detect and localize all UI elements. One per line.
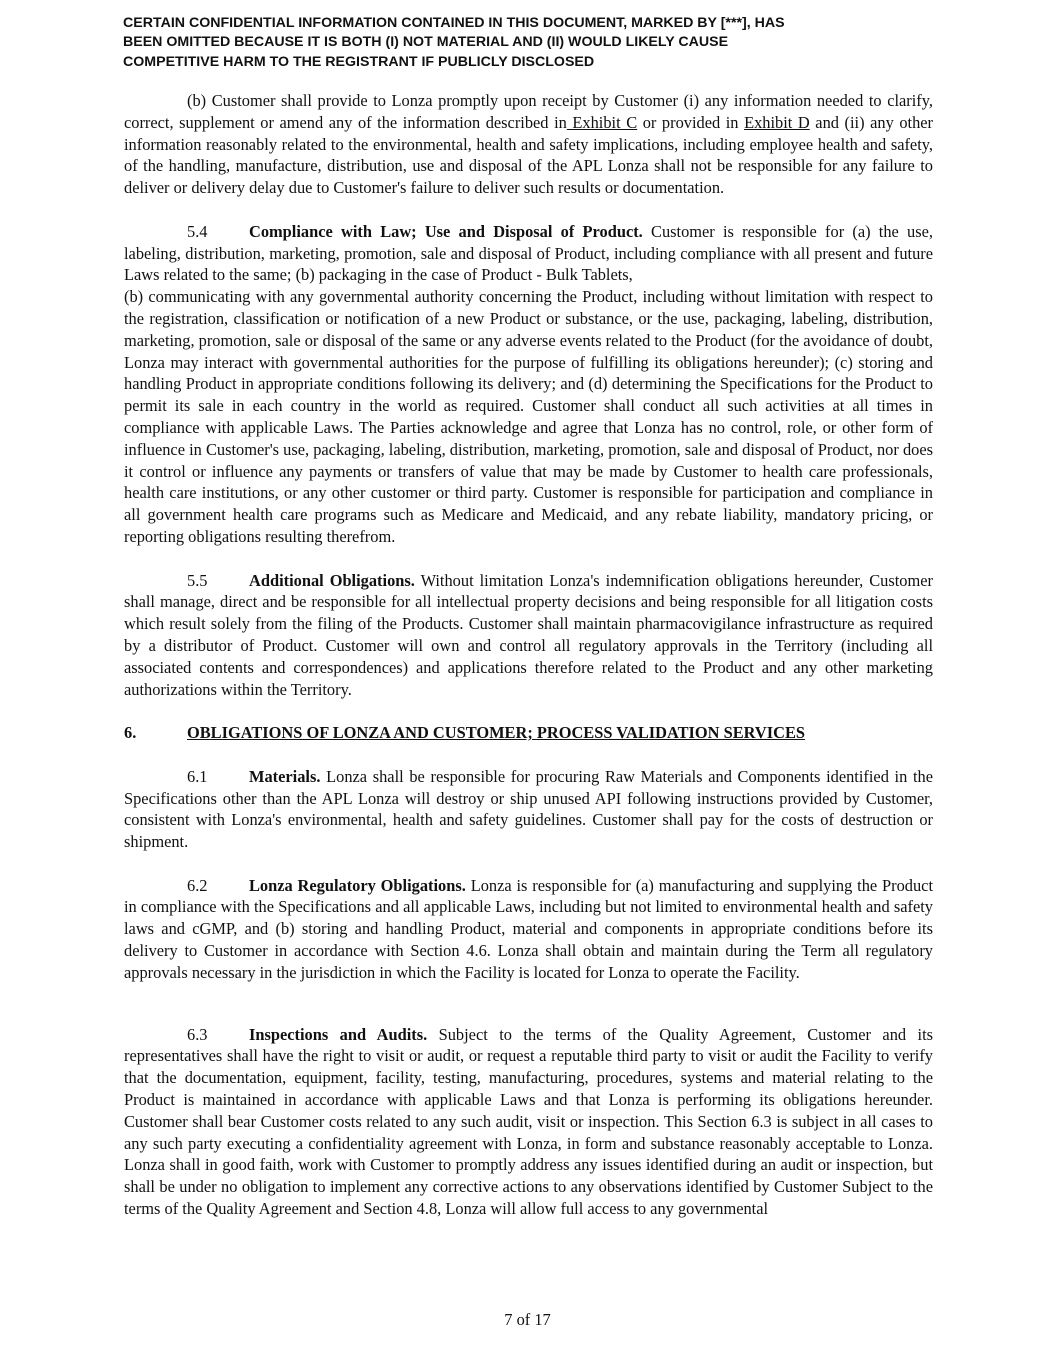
section-6-2 [124,875,933,984]
section-6-1 [124,766,933,853]
section-6-2-number: 6.2 [187,875,208,895]
section-6-1-title: Materials. [249,766,321,786]
section-6-2-text: Lonza is responsible for (a) manufacturing and supplying the Product in compliance with the Specifications and all applicable Laws, including but not limited to environmental health and safety laws and cGMP, and (b) storing and handling Product, material and components in appropriate conditions before its delivery to Customer in accordance with Section 4.6. Lonza shall obtain and maintain during the Term all regulatory approvals necessary in the jurisdiction in which the Facility is located for Lonza to operate the Facility. [124,875,933,982]
section-5-5-text: Without limitation Lonza's indemnification obligations hereunder, Customer shall manage, direct and be responsible for all intellectual property decisions and being responsible for all litigation costs which result solely from the filing of the Products. Customer shall maintain pharmacovigilance infrastructure as required by a distributor of Product. Customer will own and control all regulatory approvals in the Territory (including all associated contents and correspondences) and applications therefore related to the Product and any other marketing authorizations within the Territory. [124,570,933,699]
section-5-5-title: Additional Obligations. [249,570,415,590]
confidentiality-header [123,14,943,72]
paragraph-b-text-3: and (ii) any other information reasonably related to the environmental, health and safety implications, including employee health and safety, of the handling, manufacture, distribution, use and disposal of the APL Lonza shall not be responsible for any failure to deliver or delivery delay due to Customer's failure to deliver such results or documentation. [124,112,934,198]
section-5-4 [124,221,933,286]
section-6-3-text: Subject to the terms of the Quality Agreement, Customer and its representatives shall have the right to visit or audit, or request a reputable third party to visit or audit the Facility to verify that the documentation, equipment, facility, testing, manufacturing, procedures, systems and material relating to the Product is maintained in accordance with applicable Laws and that Lonza is performing its obligations hereunder. Customer shall bear Customer costs related to any such audit, visit or inspection. This Section 6.3 is subject in all cases to any such party executing a confidentiality agreement with Lonza, in form and substance reasonably acceptable to Lonza. Lonza shall in good faith, work with Customer to promptly address any issues identified during an audit or inspection, but shall be under no obligation to implement any corrective actions to any observations identified by Customer Subject to the terms of the Quality Agreement and Section 4.8, Lonza will allow full access to any governmental [124,1024,934,1219]
section-6-heading [124,722,933,744]
header-line-2: BEEN OMITTED BECAUSE IT IS BOTH (I) NOT MATERIAL AND (II) WOULD LIKELY CAUSE [123,34,729,51]
section-5-4-title: Compliance with Law; Use and Disposal of Product. [249,221,643,241]
section-6-3-title: Inspections and Audits. [249,1024,428,1044]
section-5-4-number: 5.4 [187,221,208,241]
section-6-number: 6. [124,723,137,743]
paragraph-b [124,90,933,199]
section-5-4-continued [124,286,933,548]
exhibit-c-link[interactable]: Exhibit C [566,112,638,132]
section-6-3 [124,1024,933,1220]
section-5-5-number: 5.5 [187,570,208,590]
section-5-4-text-1: Customer is responsible for (a) the use, labeling, distribution, marketing, promotion, sale and disposal of Product, including compliance with all present and future Laws related to the same; (b) packaging in the case of Product - Bulk Tablets, [124,221,933,285]
document-body [124,90,933,1220]
page-number: 7 of 17 [504,1310,551,1329]
section-6-title: OBLIGATIONS OF LONZA AND CUSTOMER; PROCESS VALIDATION SERVICES [187,723,806,743]
section-6-1-number: 6.1 [187,766,208,786]
paragraph-b-text-1: (b) Customer shall provide to Lonza promptly upon receipt by Customer (i) any information needed to clarify, correct, supplement or amend any of the information described in [124,91,933,132]
paragraph-b-text-2: or provided in [637,112,745,132]
section-6-2-title: Lonza Regulatory Obligations. [249,875,466,895]
section-6-3-number: 6.3 [187,1024,208,1044]
header-line-1: CERTAIN CONFIDENTIAL INFORMATION CONTAINED IN THIS DOCUMENT, MARKED BY [***], HAS [123,15,785,31]
header-line-3: COMPETITIVE HARM TO THE REGISTRANT IF PUBLICLY DISCLOSED [123,53,595,70]
exhibit-d-link[interactable]: Exhibit D [744,112,810,132]
section-5-5 [124,570,933,701]
section-6-1-text: Lonza shall be responsible for procuring Raw Materials and Components identified in the Specifications other than the APL Lonza will destroy or ship unused API following instructions provided by Customer, consistent with Lonza's environmental, health and safety guidelines. Customer shall pay for the costs of destruction or shipment. [124,766,933,852]
section-5-4-text-2: (b) communicating with any governmental authority concerning the Product, including without limitation with respect to the registration, classification or notification of a new Product or substance, or the use, packaging, labeling, distribution, marketing, promotion, sale or disposal of the same or any adverse events related to the Product (for the avoidance of doubt, Lonza may interact with governmental authorities for the purpose of fulfilling its obligations hereunder); (c) storing and handling Product in appropriate conditions following its delivery; and (d) determining the Specifications for the Product to permit its sale in each country in the world as required. Customer shall conduct all such activities at all times in compliance with applicable Laws. The Parties acknowledge and agree that Lonza has no control, role, or other form of influence in Customer's use, packaging, labeling, distribution, marketing, promotion, sale and disposal of Product, nor does it control or influence any payments or transfers of value that may be made by Customer to health care professionals, health care institutions, or any other customer or third party. Customer is responsible for participation and compliance in all government health care programs such as Medicare and Medicaid, and any rebate liability, mandatory pricing, or reporting obligations resulting therefrom. [124,287,933,546]
